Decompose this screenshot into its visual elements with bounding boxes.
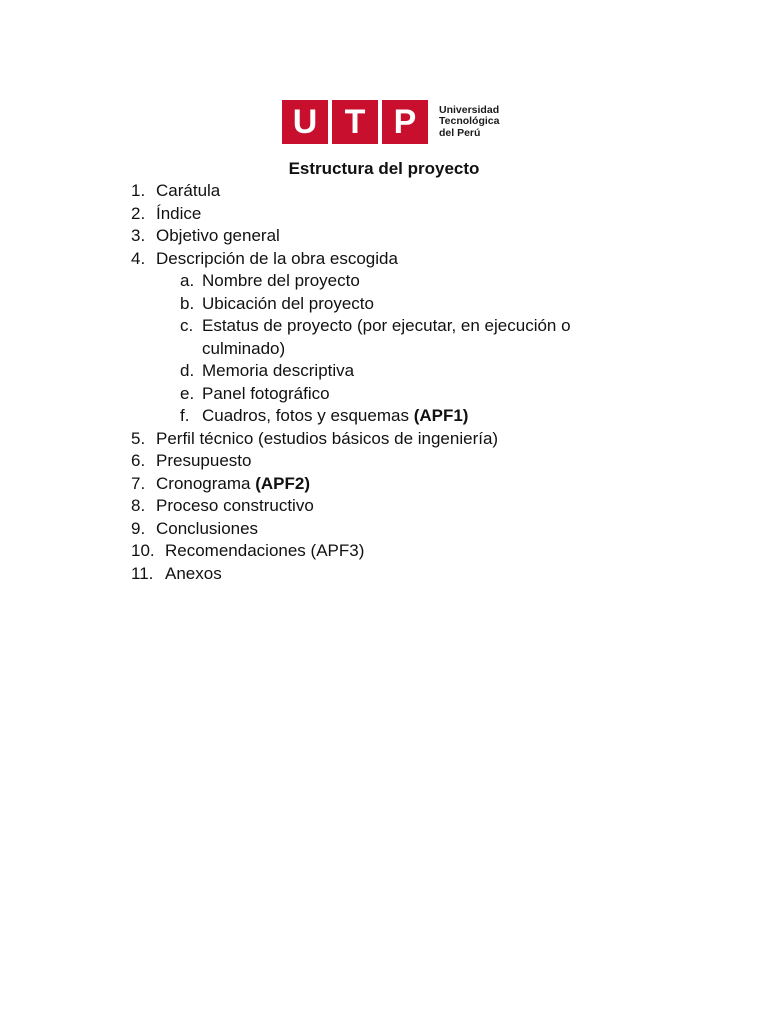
- logo-letter-u: U: [292, 103, 318, 141]
- logo-line-2: Tecnológica: [439, 115, 500, 128]
- list-item-text: Conclusiones: [156, 518, 259, 538]
- list-item-plain: Cronograma: [156, 473, 251, 493]
- list-item-text: Recomendaciones (APF3): [165, 541, 365, 560]
- logo-letter-p: P: [393, 103, 417, 141]
- utp-logo: [282, 100, 499, 144]
- sub-list-item-text: culminado): [202, 338, 286, 358]
- list-item-number: 9.: [131, 518, 146, 538]
- logo-line-3: del Perú: [439, 126, 481, 139]
- sub-list-item-plain: Cuadros, fotos y esquemas: [202, 406, 409, 425]
- sub-list-item-text: Nombre del proyecto: [202, 271, 360, 290]
- list-item-text: Presupuesto: [156, 451, 252, 470]
- list-item-text: [156, 473, 310, 495]
- list-item-number: 6.: [131, 451, 146, 470]
- list-item-number: 8.: [131, 496, 146, 515]
- list-item-text: Descripción de la obra escogida: [156, 248, 398, 268]
- list-item-number: 1.: [131, 181, 146, 200]
- document-title: Estructura del proyecto: [288, 159, 480, 178]
- sub-list-item-letter: b.: [180, 293, 195, 313]
- sub-list-item-text: Estatus de proyecto (por ejecutar, en ejecución o: [202, 316, 571, 335]
- utp-logo-mark: [282, 100, 428, 144]
- apf-tag: (APF2): [255, 473, 311, 493]
- list-item-number: 4.: [131, 248, 146, 268]
- list-item-number: 3.: [131, 226, 146, 245]
- logo-wordmark: [439, 105, 499, 140]
- logo-separator: [328, 100, 332, 144]
- list-item-number: 7.: [131, 473, 146, 493]
- list-item-number: 11.: [131, 563, 154, 583]
- sub-list-item-text: [202, 405, 468, 427]
- list-item-number: 5.: [131, 428, 146, 448]
- list-item-number: 2.: [131, 203, 146, 223]
- sub-list-item-letter: a.: [180, 271, 195, 290]
- sub-list-item-text: Panel fotográfico: [202, 383, 330, 403]
- list-item-text: Perfil técnico (estudios básicos de ingeniería): [156, 428, 499, 448]
- list-item-text: Carátula: [156, 181, 221, 200]
- sub-list-item-letter: f.: [180, 406, 190, 425]
- list-item-text: Proceso constructivo: [156, 496, 314, 515]
- list-item-text: Índice: [156, 203, 202, 223]
- list-item-text: Objetivo general: [156, 226, 280, 245]
- list-item-text: Anexos: [165, 563, 222, 583]
- sub-list-item-letter: c.: [180, 316, 194, 335]
- logo-separator: [378, 100, 382, 144]
- sub-list-item-text: Ubicación del proyecto: [202, 293, 374, 313]
- logo-line-1: Universidad: [439, 103, 500, 116]
- apf-tag: (APF1): [413, 406, 469, 425]
- list-item-number: 10.: [131, 541, 155, 560]
- sub-list-item-letter: d.: [180, 361, 195, 380]
- logo-letter-t: T: [344, 103, 366, 141]
- sub-list-item-text: Memoria descriptiva: [202, 361, 355, 380]
- sub-list-item-letter: e.: [180, 383, 195, 403]
